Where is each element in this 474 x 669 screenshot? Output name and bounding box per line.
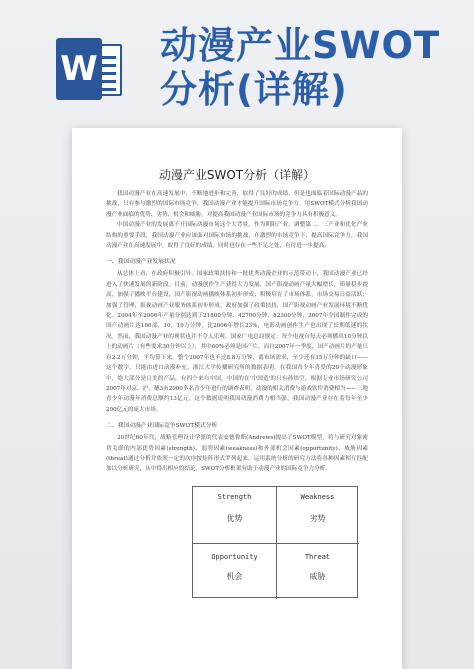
swot-strength-cn: 优势 [226, 514, 243, 523]
section-heading: 一、我国动漫产业发展状况 [106, 259, 176, 266]
swot-weakness-en: Weakness [300, 493, 335, 501]
swot-strength-cell [193, 487, 276, 543]
banner-title-line2: 分析(详解) [160, 68, 348, 111]
document-title: 动漫产业SWOT分析（详解） [158, 168, 316, 182]
word-document-icon [56, 38, 126, 100]
swot-matrix [192, 486, 358, 598]
swot-weakness-cell [276, 487, 359, 543]
document-page [72, 128, 402, 669]
swot-strength-en: Strength [217, 493, 252, 501]
section-heading: 二、我国动漫产业国际竞争SWOT模式分析 [106, 423, 218, 430]
intro-paragraph: 中国动漫产业的发展离不开国际动漫市场这个大背景，作为朝阳产业，调整第二、三产业和优化产业结构的重要手段，我国动漫产业应该面对国际市场的挑战，在激烈的市场竞争下，提高国际竞争力，我国动漫产业在高速发展中，取得了良好的成绩，同时也存在一些不足之处，有待进一步提高。 [106, 222, 368, 250]
swot-opportunity-cell [193, 543, 276, 599]
swot-threat-cell [276, 543, 359, 599]
header-banner [0, 0, 474, 120]
word-letter-badge: W [56, 38, 102, 100]
swot-threat-en: Threat [304, 553, 331, 561]
swot-weakness-cn: 劣势 [309, 514, 326, 523]
banner-title [160, 24, 460, 112]
swot-threat-cn: 威胁 [309, 572, 326, 581]
banner-title-line1: 动漫产业SWOT [160, 24, 441, 67]
body-paragraph: 20世纪60年代，战略管理设计学派的代表安德鲁斯(Andrews)提出了SWOT模型，将与研究对象密切关联的内部优势因素(strength)、弱势因素(weakness)和外部机会因素(opportunity)、威胁因素(threat)通过分析并依照一定的次序按矩阵形式罗列起来，运用系统分析的研究方法将各种因素相互匹配加以分析研究，从中得出相应的结论，SWOT分析框架有助于动漫产业的国际竞争力分析。 [106, 435, 368, 473]
swot-opportunity-cn: 机会 [226, 572, 243, 581]
intro-paragraph: 我国动漫产业在高速发展中，不断地进步和完善，取得了良好的成绩，但是也面临着国际动漫产品的挑战，只有参与激烈的国际市场竞争，我国动漫产业才能提升国际市场竞争力。用SWOT模式分析我国动漫产业面临的优势、劣势、机会和威胁，对提高我国动漫产业国际市场的竞争力具有积极意义。 [106, 191, 368, 218]
swot-opportunity-en: Opportunity [211, 553, 258, 561]
body-paragraph: 从总体上看，在政府积极引导、国家政策扶持和一批优秀动漫企业的示范带动下，我国动漫产业已经进入了快速发展的新阶段。目前，动漫创作生产获得大力发展，国产影视动画产量大幅增长，质量稳步提高，加强了播映平台建设，国产影视动画播映体系初步形成；积极培育了市场体系，市场交易日益活跃；加强了管理，影视动画产业服务体系初步形成。政府加强了政策扶持，国产影视动画产业发展环境不断优化。2004年至2006年产量分别达到了21800分钟、42700分钟、82300分钟，2007年全国制作完成的国产动画片达186部，10，19万分钟，比2006年增长23%，电影动画创作生产也出现了长期低迷的状况。然而，我国动漫产业的现状也并不令人乐观。国家广电总局规定：每个电视台每天必须播出10分钟以上的动画片（有些要求30分钟以上），其中60%必须是国产片，而自2007年一季度，国产动画片的产量只有2.2万分钟，平均算下来，整个2007年也不过8.8万分钟，离市场需求，至少还有15万分钟的缺口——这个数字，只能由进口动漫补充。浙江大学传播研究所的数据表明，在我国青少年喜爱的20个动漫形象中，绝大部分是日美的产品，有四个来自中国，中国的在'中国造'的只有孙悟空，根据专业市场研究公司2007年对京、沪、穗3市2000多名青少年进行的调查表明，动漫的相关消费与游戏软件消费相当——三地青少年动漫年消费总额约13亿元，这个数据说明我国动漫消费力相当强，我国动漫产业存在着每年至少200亿元的庞大市场。 [106, 271, 368, 413]
